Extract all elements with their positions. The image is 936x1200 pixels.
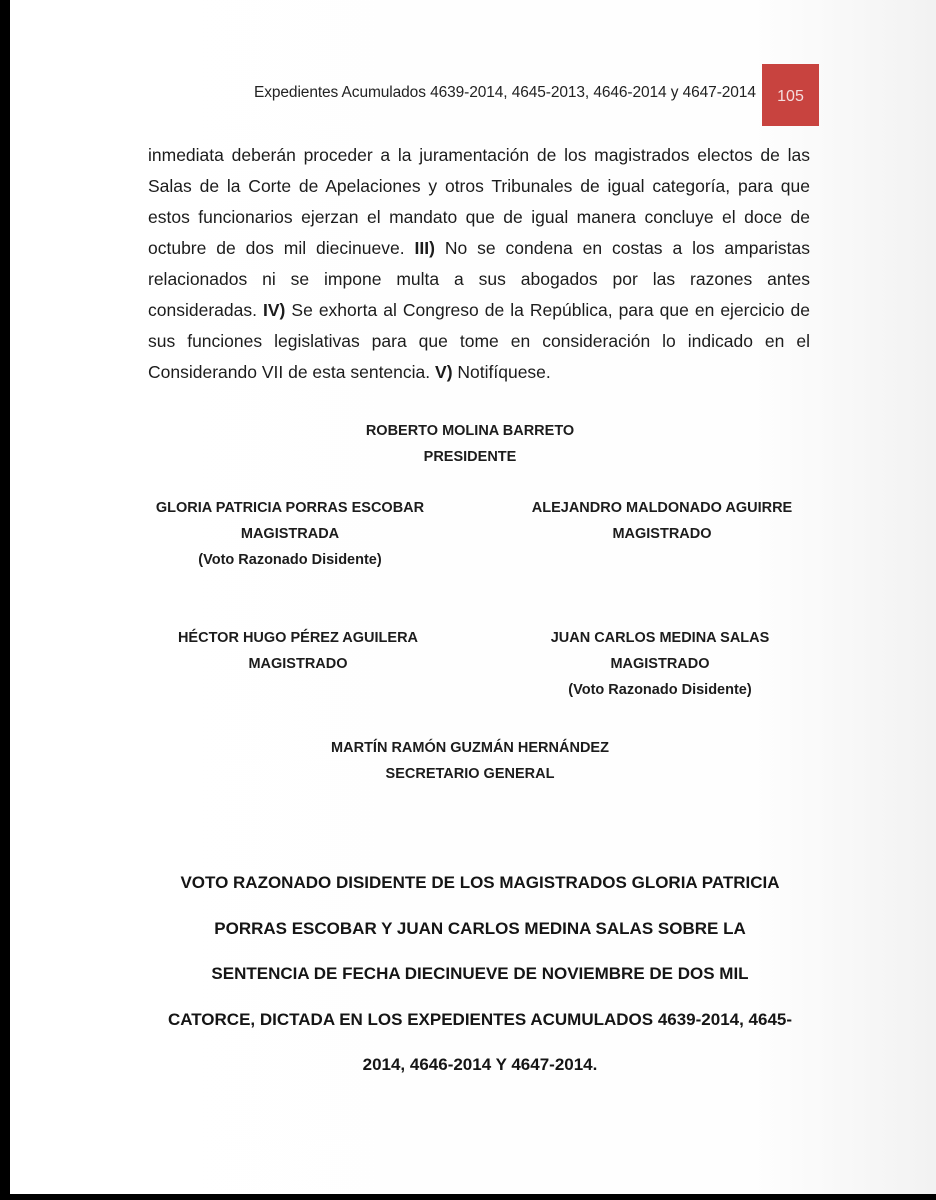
document-page: [10, 0, 936, 1194]
voto-title-line: PORRAS ESCOBAR Y JUAN CARLOS MEDINA SALAS SOBRE LA: [214, 918, 746, 938]
numeral-v: V): [435, 362, 453, 382]
signature-role: MAGISTRADO: [612, 526, 712, 542]
signature-name: JUAN CARLOS MEDINA SALAS: [550, 630, 770, 646]
signature-name: ALEJANDRO MALDONADO AGUIRRE: [531, 500, 793, 516]
signature-name: ROBERTO MOLINA BARRETO: [365, 423, 575, 439]
signature-role: MAGISTRADO: [610, 656, 710, 672]
numeral-iii: III): [414, 238, 435, 258]
signature-perez: [158, 625, 438, 677]
voto-title-line: CATORCE, DICTADA EN LOS EXPEDIENTES ACUMULADOS 4639-2014, 4645-: [167, 1009, 793, 1029]
signature-porras: [130, 495, 450, 573]
signature-role: PRESIDENTE: [423, 449, 517, 465]
signature-maldonado: [502, 495, 822, 547]
signature-name: MARTÍN RAMÓN GUZMÁN HERNÁNDEZ: [331, 740, 609, 756]
voto-title-line: SENTENCIA DE FECHA DIECINUEVE DE NOVIEMBRE DE DOS MIL: [211, 964, 749, 983]
signature-role: MAGISTRADA: [240, 526, 340, 542]
page-number: 105: [777, 88, 804, 105]
signature-name: GLORIA PATRICIA PORRAS ESCOBAR: [155, 500, 425, 516]
body-segment-3: Se exhorta al Congreso de la República, para que en ejercicio de sus funciones legislativas para que tome en consideración lo indicado en el Considerando VII de esta sentencia.: [148, 300, 810, 382]
body-segment-4: Notifíquese.: [457, 362, 551, 382]
numeral-iv: IV): [263, 300, 286, 320]
signature-role: SECRETARIO GENERAL: [385, 766, 555, 782]
page-number-badge: [762, 64, 819, 126]
dissenting-vote-title: [140, 860, 820, 1088]
signature-president: [340, 418, 600, 470]
signature-role: MAGISTRADO: [248, 656, 348, 672]
resolution-paragraph: [148, 140, 810, 388]
header-title: Expedientes Acumulados 4639-2014, 4645-2013, 4646-2014 y 4647-2014: [254, 84, 756, 101]
signature-note: (Voto Razonado Disidente): [568, 682, 752, 698]
signature-note: (Voto Razonado Disidente): [198, 552, 382, 568]
signature-medina: [510, 625, 810, 703]
voto-title-line: 2014, 4646-2014 Y 4647-2014.: [362, 1055, 598, 1074]
voto-title-line: VOTO RAZONADO DISIDENTE DE LOS MAGISTRADOS GLORIA PATRICIA: [180, 873, 780, 892]
body-segment-2: No se condena en costas a los amparistas relacionados ni se impone multa a sus abogados por las razones antes consideradas.: [148, 238, 810, 320]
signature-name: HÉCTOR HUGO PÉREZ AGUILERA: [177, 630, 419, 646]
body-segment-1: inmediata deberán proceder a la juramentación de los magistrados electos de las Salas de la Corte de Apelaciones y otros Tribunales de igual categoría, para que estos funcionarios ejerzan el mandato que de igual manera concluye el doce de octubre de dos mil diecinueve.: [148, 145, 810, 258]
signature-secretary: [300, 735, 640, 787]
